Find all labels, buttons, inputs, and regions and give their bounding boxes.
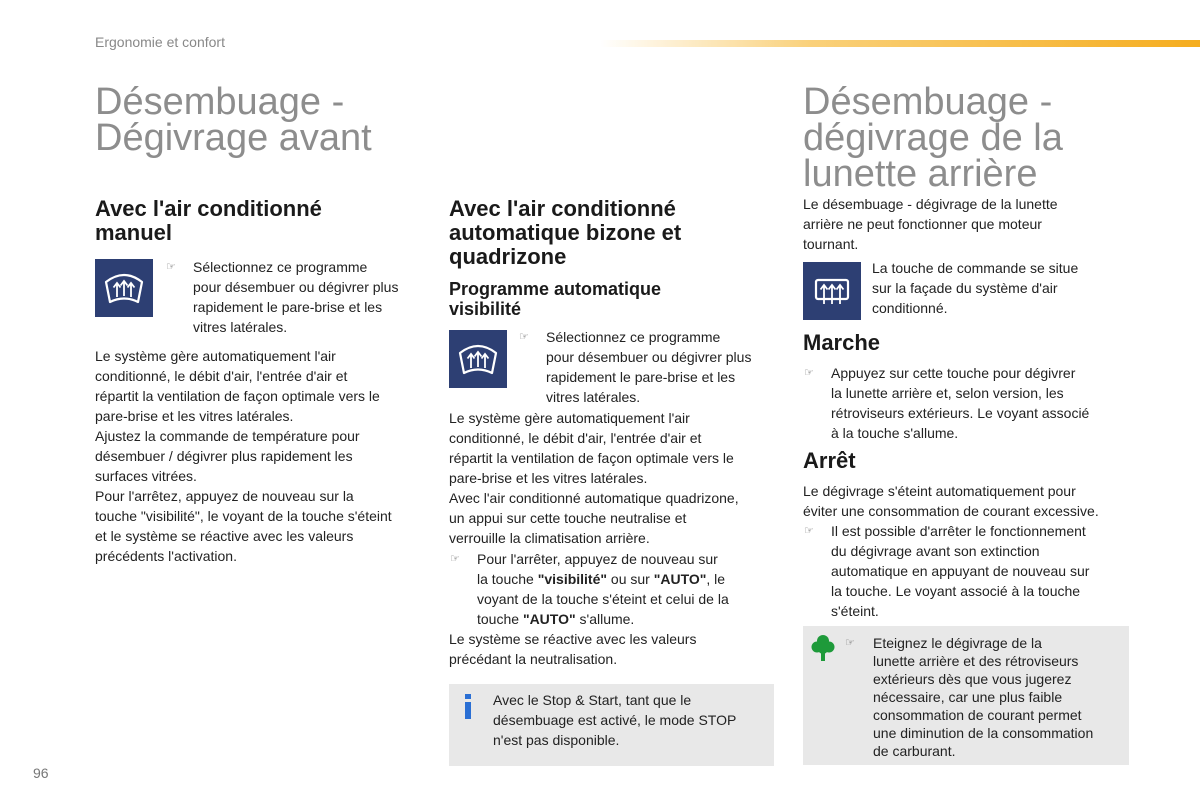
bullet-marker-icon: ☞ xyxy=(845,637,855,649)
heading-line: Avec l'air conditionné xyxy=(95,196,322,221)
section-header: Ergonomie et confort xyxy=(95,34,225,50)
heading-line: quadrizone xyxy=(449,244,567,269)
text-line: Il est possible d'arrêter le fonctionnement xyxy=(831,523,1086,539)
auto-ac-heading xyxy=(449,197,681,269)
front-section-title xyxy=(95,81,372,159)
text-line: conditionné. xyxy=(872,300,948,316)
text-line: précédant la neutralisation. xyxy=(449,651,618,667)
rear-defrost-icon xyxy=(803,262,861,320)
auto-select-bullet xyxy=(519,327,752,407)
text-line: sur la façade du système d'air xyxy=(872,280,1058,296)
rear-icon-caption xyxy=(872,258,1078,318)
text-line: arrière ne peut fonctionner que moteur xyxy=(803,216,1042,232)
text-line: éviter une consommation de courant excessive. xyxy=(803,503,1099,519)
text-line: touche "visibilité", le voyant de la touche s'éteint xyxy=(95,508,392,524)
stop-start-note xyxy=(449,684,774,766)
rear-intro xyxy=(803,194,1058,254)
text-line: précédents l'activation. xyxy=(95,548,237,564)
text-line: voyant de la touche s'éteint et celui de la xyxy=(477,591,729,607)
text-line: désembuer / dégivrer plus rapidement les xyxy=(95,448,353,464)
front-defrost-icon xyxy=(95,259,153,317)
text-line: Le système se réactive avec les valeurs xyxy=(449,631,697,647)
text-line: conditionné, le débit d'air, l'entrée d'air et xyxy=(449,430,702,446)
manual-select-bullet xyxy=(166,257,399,337)
info-icon xyxy=(461,694,475,720)
text-line: du dégivrage avant son extinction xyxy=(831,543,1040,559)
text-line: nécessaire, car une plus faible xyxy=(873,689,1063,705)
text-line: tournant. xyxy=(803,236,859,252)
manual-ac-heading xyxy=(95,197,322,245)
text-line: un appui sur cette touche neutralise et xyxy=(449,510,687,526)
heading-line: Avec l'air conditionné xyxy=(449,196,676,221)
title-line: lunette arrière xyxy=(803,153,1038,195)
text-line: Pour l'arrêtez, appuyez de nouveau sur la xyxy=(95,488,354,504)
text-line: répartit la ventilation de façon optimale vers le xyxy=(449,450,734,466)
heading-line: automatique bizone et xyxy=(449,220,682,245)
eco-note-bullet xyxy=(845,634,1094,760)
heading-line: Programme automatique xyxy=(449,279,662,299)
text-line: surfaces vitrées. xyxy=(95,468,197,484)
auto-reactivation-text xyxy=(449,629,696,669)
front-defrost-icon xyxy=(449,330,507,388)
eco-note xyxy=(803,626,1129,765)
text-line: lunette arrière et des rétroviseurs xyxy=(873,653,1079,669)
text-line: n'est pas disponible. xyxy=(493,732,620,748)
text-line: Sélectionnez ce programme xyxy=(193,259,368,275)
manual-description xyxy=(95,346,392,566)
text-line: la touche "visibilité" ou sur "AUTO", le xyxy=(477,571,726,587)
visibility-program-heading xyxy=(449,279,661,319)
text-line: touche "AUTO" s'allume. xyxy=(477,611,635,627)
marche-bullet xyxy=(804,363,1090,443)
text-line: vitres latérales. xyxy=(546,389,641,405)
bullet-marker-icon: ☞ xyxy=(450,553,460,565)
tree-icon xyxy=(811,634,835,662)
arret-bullet xyxy=(804,521,1090,621)
text-line: consommation de courant permet xyxy=(873,707,1082,723)
text-line: la touche. Le voyant associé à la touche xyxy=(831,583,1081,599)
auto-description xyxy=(449,408,739,548)
text-line: pare-brise et les vitres latérales. xyxy=(449,470,648,486)
auto-stop-bullet xyxy=(450,549,729,629)
text-line: la lunette arrière et, selon version, les xyxy=(831,385,1064,401)
title-line: Désembuage - xyxy=(803,81,1053,123)
heading-line: manuel xyxy=(95,220,173,245)
text-line: Le dégivrage s'éteint automatiquement pour xyxy=(803,483,1076,499)
title-line: Désembuage - xyxy=(95,81,345,123)
text-line: vitres latérales. xyxy=(193,319,288,335)
bullet-marker-icon: ☞ xyxy=(804,367,814,379)
text-line: pour désembuer ou dégivrer plus xyxy=(546,349,752,365)
text-line: désembuage est activé, le mode STOP xyxy=(493,712,737,728)
text-line: pare-brise et les vitres latérales. xyxy=(95,408,294,424)
text-line: Eteignez le dégivrage de la xyxy=(873,635,1042,651)
text-line: Le système gère automatiquement l'air xyxy=(449,410,690,426)
text-line: conditionné, le débit d'air, l'entrée d'air et xyxy=(95,368,348,384)
text-line: Le désembuage - dégivrage de la lunette xyxy=(803,196,1058,212)
text-line: et le système se réactive avec les valeurs xyxy=(95,528,354,544)
text-line: pour désembuer ou dégivrer plus xyxy=(193,279,399,295)
bullet-marker-icon: ☞ xyxy=(166,261,176,273)
title-line: dégivrage de la xyxy=(803,117,1063,159)
text-line: Avec l'air conditionné automatique quadrizone, xyxy=(449,490,739,506)
arret-heading: Arrêt xyxy=(803,448,856,473)
text-line: verrouille la climatisation arrière. xyxy=(449,530,650,546)
note-text xyxy=(493,690,736,750)
text-line: une diminution de la consommation xyxy=(873,725,1094,741)
text-line: rapidement le pare-brise et les xyxy=(193,299,383,315)
title-line: Dégivrage avant xyxy=(95,117,372,159)
text-line: Sélectionnez ce programme xyxy=(546,329,721,345)
text-line: Ajustez la commande de température pour xyxy=(95,428,360,444)
text-line: répartit la ventilation de façon optimale vers le xyxy=(95,388,380,404)
text-line: rétroviseurs extérieurs. Le voyant associé xyxy=(831,405,1090,421)
text-line: Appuyez sur cette touche pour dégivrer xyxy=(831,365,1076,381)
text-line: Le système gère automatiquement l'air xyxy=(95,348,336,364)
text-line: Pour l'arrêter, appuyez de nouveau sur xyxy=(477,551,718,567)
text-line: de carburant. xyxy=(873,743,956,759)
header-accent-bar xyxy=(600,40,1200,47)
text-line: La touche de commande se situe xyxy=(872,260,1079,276)
rear-section-title xyxy=(803,81,1063,195)
page-number: 96 xyxy=(33,765,49,781)
marche-heading: Marche xyxy=(803,330,881,355)
text-line: automatique en appuyant de nouveau sur xyxy=(831,563,1090,579)
text-line: extérieurs dès que vous jugerez xyxy=(873,671,1072,687)
text-line: à la touche s'allume. xyxy=(831,425,959,441)
text-line: Avec le Stop & Start, tant que le xyxy=(493,692,692,708)
text-line: rapidement le pare-brise et les xyxy=(546,369,736,385)
bullet-marker-icon: ☞ xyxy=(804,525,814,537)
bullet-marker-icon: ☞ xyxy=(519,331,529,343)
arret-description xyxy=(803,481,1099,521)
text-line: s'éteint. xyxy=(831,603,879,619)
heading-line: visibilité xyxy=(449,299,522,319)
